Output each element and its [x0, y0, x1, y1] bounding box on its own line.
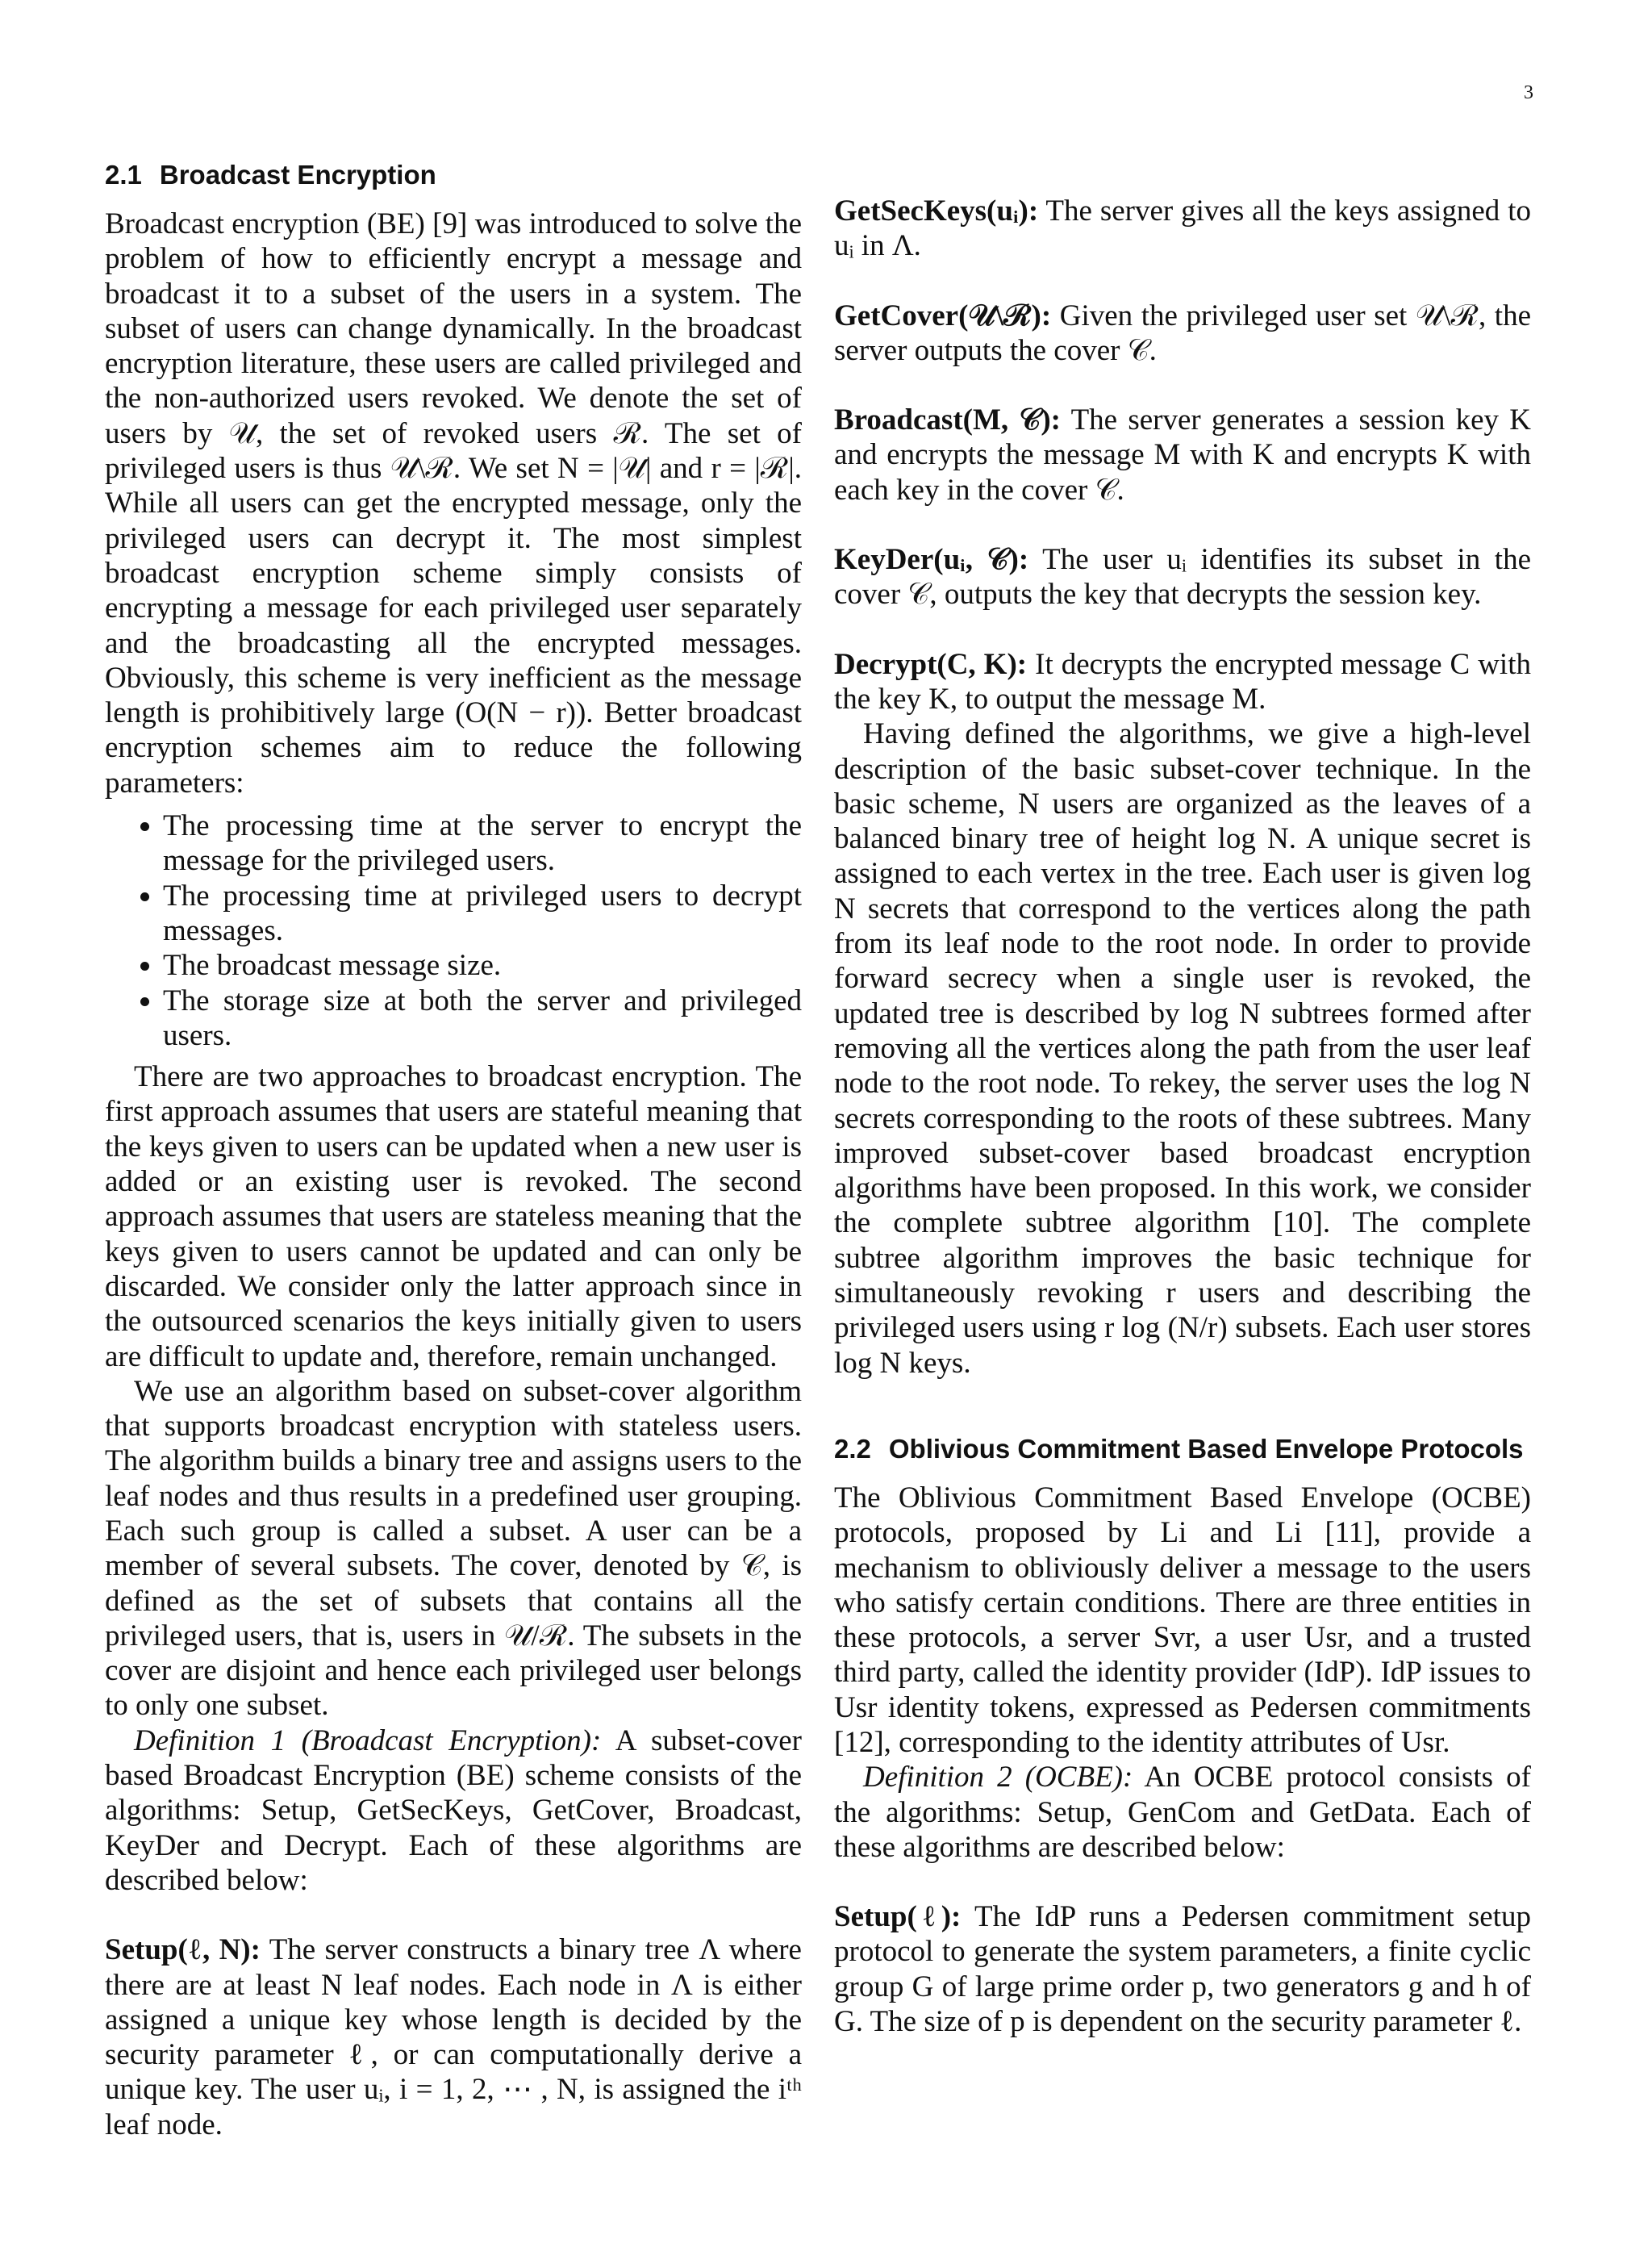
section-heading-2-1: [105, 158, 802, 192]
section-title: Broadcast Encryption: [159, 160, 436, 190]
algorithm-text: It decrypts the encrypted message C with the key K, to output the message M.: [834, 647, 1531, 716]
parameter-list: [105, 808, 802, 1053]
definition-text: A subset-cover based Broadcast Encryption (BE) scheme consists of the algorithms: Setup, GetSecKeys, GetCover, Broadcast, KeyDer and Decrypt. Each of these algorithms are described below:: [105, 1723, 803, 1897]
paragraph-subset-cover-technique: Having defined the algorithms, we give a high-level description of the basic subset-cover technique. In the basic scheme, N users are organized as the leaves of a balanced binary tree of height log N. A unique secret is assigned to each vertex in the tree. Each user is given log N secrets that correspond to the vertices along the path from its leaf node to the root node. In order to provide forward secrecy when a single user is revoked, the updated tree is described by log N subtrees formed after removing all the vertices along the path from the user leaf node to the root node. To rekey, the server uses the log N secrets corresponding to the roots of these subtrees. Many improved subset-cover based broadcast encryption algorithms have been proposed. In this work, we consider the complete subtree algorithm [10]. The complete subtree algorithm improves the basic technique for simultaneously revoking r users and describing the privileged users using r log (N/r) subsets. Each user stores log N keys.: [834, 717, 1531, 1380]
algorithm-label: Setup(ℓ):: [834, 1900, 962, 1934]
algorithm-label: GetCover(𝒰\ℛ):: [834, 299, 1052, 332]
algorithm-keyder: [834, 542, 1531, 612]
algorithm-getseckeys: [834, 194, 1531, 264]
list-item: • The processing time at the server to encrypt the message for the privileged users.: [163, 808, 802, 879]
algorithm-text: The server generates a session key K and encrypts the message M with K and encrypts K with each key in the cover 𝒞.: [834, 403, 1531, 507]
algorithm-text: The user uᵢ identifies its subset in the cover 𝒞, outputs the key that decrypts the session key.: [834, 543, 1531, 612]
definition-1: [105, 1723, 802, 1898]
algorithm-label: GetSecKeys(uᵢ):: [834, 194, 1039, 228]
algorithm-text: The IdP runs a Pedersen commitment setup protocol to generate the system parameters, a finite cyclic group G of large prime order p, two generators g and h of G. The size of p is dependent on the security parameter ℓ.: [834, 1900, 1531, 2039]
algorithm-label: Broadcast(M, 𝒞):: [834, 403, 1061, 437]
algorithm-label: Decrypt(C, K):: [834, 647, 1028, 681]
definition-label: Definition 2 (OCBE):: [863, 1761, 1133, 1794]
algorithm-label: Setup(ℓ, N):: [105, 1933, 261, 1967]
algorithm-getcover: [834, 299, 1531, 369]
paragraph-approaches: There are two approaches to broadcast encryption. The first approach assumes that users are stateful meaning that the keys given to users can be updated when a new user is added or an existing user is revoked. The second approach assumes that users are stateless meaning that the keys given to users cannot be updated and can only be discarded. We consider only the latter approach since in the outsourced scenarios the keys initially given to users are difficult to update and, therefore, remain unchanged.: [105, 1060, 802, 1373]
algorithm-decrypt: [834, 647, 1531, 717]
left-column: [105, 158, 802, 2142]
definition-2: [834, 1760, 1531, 1865]
definition-label: Definition 1 (Broadcast Encryption):: [134, 1723, 602, 1757]
right-column: [834, 194, 1531, 2039]
algorithm-broadcast: [834, 403, 1531, 508]
paragraph-subset-cover: We use an algorithm based on subset-cover algorithm that supports broadcast encryption with stateless users. The algorithm builds a binary tree and assigns users to the leaf nodes and thus results in a predefined user grouping. Each such group is called a subset. A user can be a member of several subsets. The cover, denoted by 𝒞, is defined as the set of subsets that contains all the privileged users, that is, users in 𝒰/ℛ. The subsets in the cover are disjoint and hence each privileged user belongs to only one subset.: [105, 1374, 802, 1723]
section-number: 2.1: [105, 160, 142, 190]
paragraph-be-intro: Broadcast encryption (BE) [9] was introduced to solve the problem of how to efficiently encrypt a message and broadcast it to a subset of the users in a system. The subset of users can change dynamically. In the broadcast encryption literature, these users are called privileged and the non-authorized users revoked. We denote the set of users by 𝒰, the set of revoked users ℛ. The set of privileged users is thus 𝒰\ℛ. We set N = |𝒰| and r = |ℛ|. While all users can get the encrypted message, only the privileged users can decrypt it. The most simplest broadcast encryption scheme simply consists of encrypting a message for each privileged user separately and the broadcasting all the encrypted messages. Obviously, this scheme is very inefficient as the message length is prohibitively large (O(N − r)). Better broadcast encryption schemes aim to reduce the following parameters:: [105, 207, 802, 800]
algorithm-label: KeyDer(uᵢ, 𝒞):: [834, 543, 1029, 577]
algorithm-setup: [105, 1932, 802, 2142]
list-item: • The broadcast message size.: [163, 948, 802, 983]
list-item: • The processing time at privileged users to decrypt messages.: [163, 879, 802, 949]
page-number: 3: [1524, 82, 1533, 103]
algorithm-setup-ocbe: [834, 1899, 1531, 2039]
list-item: • The storage size at both the server and privileged users.: [163, 984, 802, 1054]
algorithm-text: The server constructs a binary tree Λ where there are at least N leaf nodes. Each node in Λ is either assigned a unique key whose length is decided by the security parameter ℓ, or can computationally derive a unique key. The user uᵢ, i = 1, 2, ⋯ , N, is assigned the iᵗʰ leaf node.: [105, 1933, 802, 2141]
definition-text: An OCBE protocol consists of the algorithms: Setup, GenCom and GetData. Each of these algorithms are described below:: [834, 1761, 1531, 1864]
algorithm-text: Given the privileged user set 𝒰\ℛ, the server outputs the cover 𝒞.: [834, 299, 1531, 367]
paragraph-ocbe-intro: The Oblivious Commitment Based Envelope (OCBE) protocols, proposed by Li and Li [11], provide a mechanism to obliviously deliver a message to the users who satisfy certain conditions. There are three entities in these protocols, a server Svr, a user Usr, and a trusted third party, called the identity provider (IdP). IdP issues to Usr identity tokens, expressed as Pedersen commitments [12], corresponding to the identity attributes of Usr.: [834, 1481, 1531, 1759]
section-title: Oblivious Commitment Based Envelope Protocols: [888, 1433, 1524, 1464]
algorithm-text: The server gives all the keys assigned to uᵢ in Λ.: [834, 194, 1531, 263]
section-number: 2.2: [834, 1433, 871, 1464]
section-heading-2-2: [834, 1432, 1531, 1466]
